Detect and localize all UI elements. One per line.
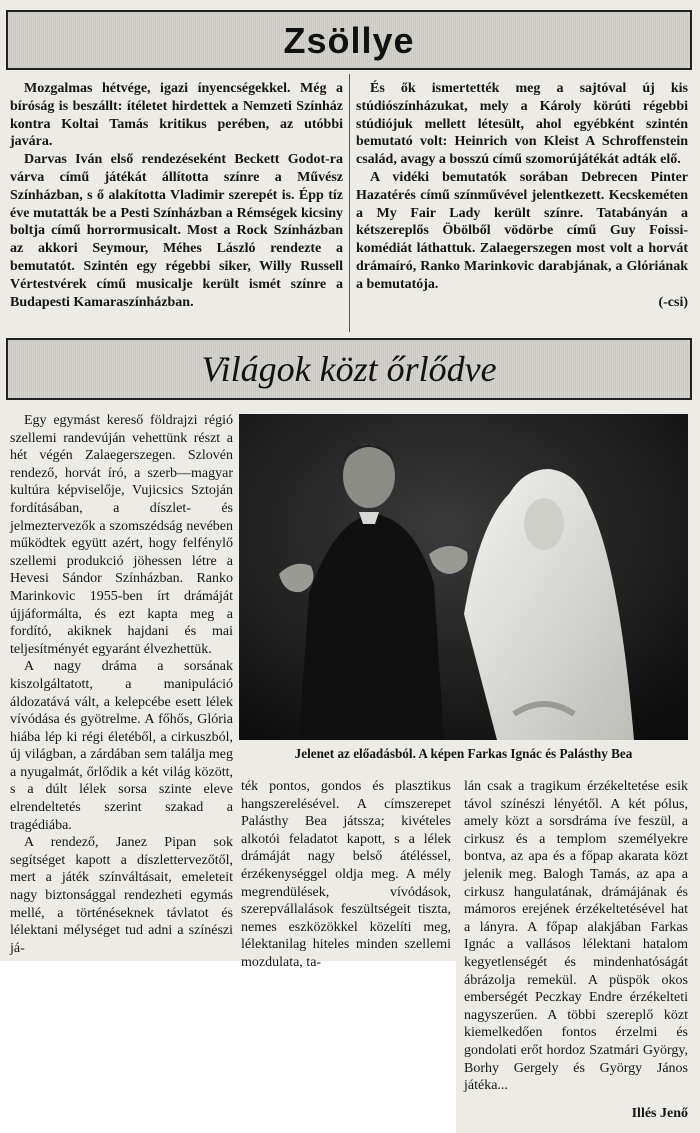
article-column-2 (241, 778, 451, 972)
stage-photo (239, 414, 688, 740)
column-zsollye (0, 0, 700, 343)
article-paragraph: A rendező, Janez Pipan sok segítséget kapott a díszlettervezőtől, mert a játék színváltásait, emeleteit nagy biztonsággal rendezheti egymás mellé, a történéseknek távlatot és lélektani mélységet tud adni a színészi já- (10, 835, 233, 956)
article-header-box (6, 338, 692, 400)
stage-photo-image (239, 414, 688, 740)
photo-caption: Jelenet az előadásból. A képen Farkas Ignác és Palásthy Bea (294, 746, 633, 761)
zsollye-header-box (6, 10, 692, 70)
article-author: Illés Jenő (631, 1106, 688, 1121)
zsollye-paragraph: Darvas Iván első rendezéseként Beckett Godot-ra várva című játékát állította színre a Művész Színházban, s ő alakította Vladimir szerepét is. Épp tíz éve mutatták be a Pesti Színházban a Rémségek kicsiny boltja című horrormusicalt. Most a Rock Színházban az akkori Seymour, Méhes László rendezte a bemutatót. Szintén egy régebbi siker, Willy Russell Vértestvérek című musicalje került ismét színre a Budapesti Kamaraszínházban. (10, 152, 343, 310)
article-title: Világok közt őrlődve (201, 349, 497, 389)
article-paragraph: ték pontos, gondos és plasztikus hangszerelésével. A címszerepet Palásthy Bea játssza; kivételes alkotói feladatot kapott, s a lélek drámáját nagy belső átéléssel, érzékenységgel oldja meg. A mély megrendülések, vívódások, szerepvállalások feszültségeit tiszta, nemes eszközökkel közelíti meg, lélektanilag hiteles minden szellemi mozdulata, ta- (241, 779, 451, 970)
zsollye-column-1 (10, 80, 343, 311)
zsollye-paragraph: És ők ismertették meg a sajtóval új kis stúdiószínházukat, mely a Károly körúti régebbi stúdiójuk mellett létesült, ahol egyébként szintén bemutató volt: Heinrich von Kleist A Schroffenstein család, avagy a bosszú című szomorújátékát adták elő. (356, 81, 688, 168)
zsollye-paragraph: A vidéki bemutatók sorában Debrecen Pinter Hazatérés című színművével jelentkezett. Kecskeméten a My Fair Lady került színre. Tatabányán a kétszereplős Öbölből vödörbe című Guy Foissi-komédiát láthattuk. Zalaegerszegen most volt a horvát drámaíró, Ranko Marinkovic darabjának, a Glóriának a bemutatója. (356, 169, 688, 292)
article-column-1 (10, 412, 233, 957)
nun-face (524, 498, 564, 550)
article-paragraph: lán csak a tragikum érzékeltetése esik távol színészi lényétől. A két pólus, amely közt a sorsdráma íve feszül, a cirkusz és a templom személyekre bontva, az apa és a főpap akarata közt jelenik meg. Balogh Tamás, az apa a cirkusz hangulatának, drámájának és mámoros erejének érzékeltetésével hat a lányra. A főpap alakjában Farkas Ignác a vallásos lélektani hatalom kegyetlenségét és mindenhatóságát ábrázolja remekül. A püspök okos emberségét Peczkay Endre érzékelteti nagyszerűen. A többi szereplő közt kiemelkedően fontos érzelmi és gondolati erőt hordoz Szatmári György, Borhy Gergely és György János játéka... (464, 779, 688, 1094)
zsollye-signature: (-csi) (658, 294, 688, 310)
article-column-3 (464, 778, 688, 1095)
zsollye-title: Zsöllye (283, 20, 415, 61)
column-rule (349, 74, 350, 332)
zsollye-paragraph: Mozgalmas hétvége, igazi ínyencségekkel. Még a bíróság is beszállt: ítéletet hirdettek a Nemzeti Színház kontra Koltai Tamás kritikus perében, az utóbbi javára. (10, 81, 343, 150)
article-paragraph: A nagy dráma a sorsának kiszolgáltatott, a manipuláció áldozatává vált, a kelepcébe esett lélek vívódása és gyötrelme. A főhős, Glória hiába lép ki régi életéből, a cirkuszból, új világban, a zárdában sem találja meg a nyugalmát, őrlődik a két világ között, s a dúlt lélek sorsa szinte eleve elrendeltetés szerint szakad a tragédiába. (10, 659, 233, 833)
zsollye-column-2 (356, 80, 688, 311)
article-paragraph: Egy egymást kereső földrajzi régió szellemi randevúján vehettünk részt a hét végén Zalaegerszegen. Szlovén rendező, horvát író, a szerb—magyar kultúra képviselője, Vujicsics Sztoján fordításában, a díszlet- és jelmeztervezők a szomszédság nevében működtek együtt azért, hogy felfénylő szellemi produkció jöhessen létre a Hevesi Sándor Színházban. Ranko Marinkovic 1955-ben írt drámáját újjáformálta, és ezt kapta meg a fordító, akiknek hajdani és mai teljesítményét egyaránt élvezhettük. (10, 413, 233, 657)
